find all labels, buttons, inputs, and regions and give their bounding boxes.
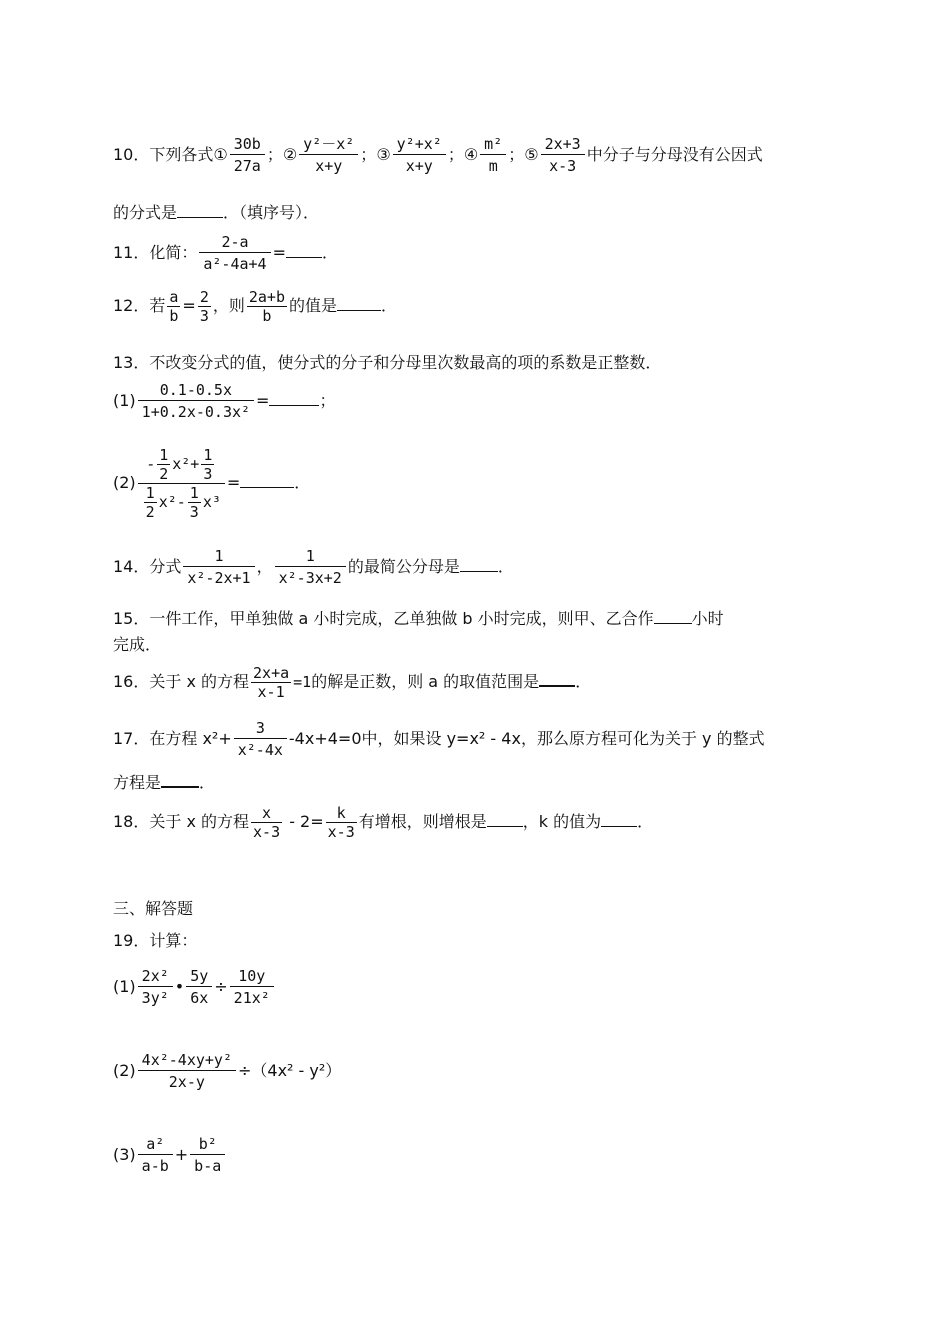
q19-p1-f1-den: 3y² bbox=[141, 989, 169, 1007]
q18-line bbox=[113, 804, 653, 841]
q13-p1-eq: = bbox=[256, 391, 270, 410]
q10-answer-blank[interactable] bbox=[177, 203, 223, 218]
q17-fraction bbox=[234, 718, 287, 761]
q19-p3-fraction-1 bbox=[138, 1134, 173, 1177]
q12-fraction-3 bbox=[247, 288, 287, 325]
q13-text: 13．不改变分式的值，使分式的分子和分母里次数最高的项的系数是正整数． bbox=[113, 353, 662, 372]
q13-p1-label: (1) bbox=[113, 391, 136, 410]
q18-f1-den: x-3 bbox=[253, 823, 281, 841]
q13-p1-end: ； bbox=[319, 391, 336, 410]
q19-p2-num: 4x²-4xy+y² bbox=[138, 1050, 236, 1071]
q12-f3-den: b bbox=[262, 307, 272, 325]
q13-p1-num: 0.1-0.5x bbox=[138, 380, 254, 401]
q18-f2-num: k bbox=[326, 804, 357, 823]
q12-prefix: 12．若 bbox=[113, 296, 166, 315]
q19-part2 bbox=[113, 1050, 341, 1093]
q10-sep3: ； bbox=[447, 145, 464, 164]
q12-f3-num: 2a+b bbox=[248, 288, 285, 306]
q11-den: a²-4a+4 bbox=[203, 255, 267, 273]
q17-end: ． bbox=[199, 773, 216, 792]
q17-prefix: 17．在方程 x²+ bbox=[113, 729, 232, 748]
q15-line2: 完成． bbox=[113, 635, 162, 654]
q19-p1-f3-den: 21x² bbox=[233, 989, 270, 1007]
q11-eq: = bbox=[272, 243, 286, 262]
q16-prefix: 16．关于 x 的方程 bbox=[113, 672, 250, 691]
q13-p2-num-b: 2 bbox=[159, 465, 169, 483]
q11-line bbox=[113, 232, 338, 275]
q19-p2-label: (2) bbox=[113, 1061, 136, 1080]
q11-num: 2-a bbox=[199, 232, 270, 253]
q10-fraction-2 bbox=[299, 134, 358, 177]
q10-fraction-1 bbox=[230, 134, 265, 177]
q17-den: x²-4x bbox=[237, 741, 283, 759]
q12-f1-num: a bbox=[169, 288, 179, 306]
q12-suffix: 的值是 bbox=[288, 296, 337, 315]
q18-blank-1[interactable] bbox=[487, 812, 523, 827]
q18-mid2: ，k 的值为 bbox=[522, 812, 602, 831]
q13-p2-den-a: 1 bbox=[145, 484, 155, 502]
q13-p1-den: 1+0.2x-0.3x² bbox=[141, 403, 251, 421]
q16-answer-blank[interactable] bbox=[539, 671, 575, 687]
q10-sep1: ； bbox=[266, 145, 283, 164]
q12-fraction-1 bbox=[167, 288, 180, 325]
q16-end: ． bbox=[575, 672, 592, 691]
q19-p2-rest: ÷（4x² - y²） bbox=[237, 1061, 342, 1080]
q19-p1-fraction-2 bbox=[186, 966, 212, 1009]
q14-line bbox=[113, 546, 514, 589]
q18-end: ． bbox=[637, 812, 654, 831]
q13-p2-den: $\frac{1}{2}$ x²- $\frac{1}{3}$ x³ bbox=[145, 484, 221, 521]
q10-f1-den: 27a bbox=[233, 157, 261, 175]
q16-num: 2x+a bbox=[253, 664, 290, 682]
q18-fraction-2 bbox=[326, 804, 357, 841]
q14-prefix: 14．分式 bbox=[113, 557, 182, 576]
q10-sep2: ； bbox=[360, 145, 377, 164]
q10-f2-den: x+y bbox=[315, 157, 343, 175]
q16-line bbox=[113, 664, 591, 701]
q19-p2-den: 2x-y bbox=[168, 1073, 205, 1091]
q13-p2-num-d: 3 bbox=[203, 465, 213, 483]
q10-fraction-5 bbox=[541, 134, 585, 177]
q10-f1-num: 30b bbox=[230, 134, 265, 155]
q13-p2-den-d: 3 bbox=[189, 503, 199, 521]
q13-p2-num-c: 1 bbox=[203, 446, 213, 464]
q19-p3-f2-num: b² bbox=[190, 1134, 225, 1155]
q10-line1 bbox=[113, 134, 763, 177]
q11-end: ． bbox=[322, 243, 339, 262]
q12-line bbox=[113, 288, 397, 325]
q13-p2-end: ． bbox=[294, 473, 311, 492]
q17-line2 bbox=[113, 770, 215, 793]
q19-p1-label: (1) bbox=[113, 977, 136, 996]
q11-answer-blank[interactable] bbox=[286, 243, 322, 258]
q10-line2-text: 的分式是 bbox=[113, 203, 178, 222]
q16-den: x-1 bbox=[257, 683, 285, 701]
q13-p2-den-c: 1 bbox=[189, 484, 199, 502]
q12-fraction-2 bbox=[198, 288, 211, 325]
q19-p1-f2-num: 5y bbox=[186, 966, 212, 987]
q18-blank-2[interactable] bbox=[601, 812, 637, 827]
q10-item1-mark: ① bbox=[213, 145, 228, 164]
q19-p3-fraction-2 bbox=[190, 1134, 225, 1177]
q19-p3-f1-den: a-b bbox=[141, 1157, 169, 1175]
q13-p1-answer-blank[interactable] bbox=[269, 391, 319, 406]
q18-fraction-1 bbox=[251, 804, 282, 841]
q13-p2-num: - $\frac{1}{2}$ x²+ $\frac{1}{3}$ bbox=[138, 446, 225, 484]
q17-num: 3 bbox=[234, 718, 287, 739]
q17-line2-text: 方程是 bbox=[113, 773, 162, 792]
q15-line1 bbox=[113, 606, 724, 629]
q12-f2-num: 2 bbox=[199, 288, 209, 306]
q12-end: ． bbox=[381, 296, 398, 315]
q10-item2-mark: ② bbox=[282, 145, 298, 164]
q10-f3-den: x+y bbox=[405, 157, 433, 175]
q10-fraction-4 bbox=[480, 134, 506, 177]
q18-mid: - 2= bbox=[284, 812, 324, 831]
q13-p2-fraction bbox=[138, 446, 225, 521]
q17-line1 bbox=[113, 718, 765, 761]
q10-suffix: 中分子与分母没有公因式 bbox=[586, 145, 763, 164]
q19-p3-plus: + bbox=[174, 1145, 189, 1164]
q19-p1-div: ÷ bbox=[214, 977, 228, 996]
q16-eq: =1 bbox=[293, 673, 312, 691]
q17-answer-blank[interactable] bbox=[161, 772, 199, 788]
q17-mid: -4x+4=0中，如果设 y=x² - 4x，那么原方程可化为关于 y 的整式 bbox=[288, 729, 765, 748]
q10-f5-den: x-3 bbox=[549, 157, 577, 175]
q12-f1-den: b bbox=[169, 307, 179, 325]
q13-part2 bbox=[113, 446, 310, 521]
q18-suffix: 有增根，则增根是 bbox=[358, 812, 487, 831]
q18-f1-num: x bbox=[251, 804, 282, 823]
q19-p1-fraction-3 bbox=[230, 966, 274, 1009]
q19-p2-fraction bbox=[138, 1050, 236, 1093]
q10-item3-mark: ③ bbox=[376, 145, 391, 164]
q19-p1-dot: • bbox=[174, 977, 185, 996]
q10-f5-num: 2x+3 bbox=[541, 134, 585, 155]
q15-answer-blank[interactable] bbox=[654, 609, 692, 624]
q13-p2-den-b: 2 bbox=[145, 503, 155, 521]
q10-f4-num: m² bbox=[480, 134, 506, 155]
q13-p1-fraction bbox=[138, 380, 254, 423]
q12-mid: ，则 bbox=[212, 296, 245, 315]
q19-part3 bbox=[113, 1134, 227, 1177]
q14-fraction-1 bbox=[183, 546, 254, 589]
q19-part1 bbox=[113, 966, 276, 1009]
q19-title: 19．计算： bbox=[113, 931, 198, 950]
q13-p2-num-a: 1 bbox=[159, 446, 169, 464]
q14-f1-den: x²-2x+1 bbox=[187, 569, 251, 587]
section-title: 三、解答题 bbox=[113, 899, 194, 918]
q18-prefix: 18．关于 x 的方程 bbox=[113, 812, 250, 831]
q16-fraction bbox=[251, 664, 291, 701]
q12-answer-blank[interactable] bbox=[337, 296, 381, 311]
q10-item4-mark: ④ bbox=[463, 145, 479, 164]
q19-p3-f1-num: a² bbox=[138, 1134, 173, 1155]
q14-f1-num: 1 bbox=[183, 546, 254, 567]
q10-f3-num: y²+x² bbox=[393, 134, 446, 155]
q10-sep4: ； bbox=[508, 145, 525, 164]
q14-f2-num: 1 bbox=[275, 546, 346, 567]
q16-suffix: 的解是正数，则 a 的取值范围是 bbox=[311, 672, 540, 691]
q13-p2-answer-blank[interactable] bbox=[240, 473, 294, 488]
q19-p1-f1-num: 2x² bbox=[138, 966, 173, 987]
q14-fraction-2 bbox=[275, 546, 346, 589]
q13-part1 bbox=[113, 380, 335, 423]
q15-line1-end: 小时 bbox=[691, 609, 724, 628]
q14-f2-den: x²-3x+2 bbox=[278, 569, 342, 587]
q19-p3-f2-den: b-a bbox=[194, 1157, 222, 1175]
q19-p1-f2-den: 6x bbox=[190, 989, 209, 1007]
q12-f2-den: 3 bbox=[199, 307, 209, 325]
q10-prefix: 10．下列各式 bbox=[113, 145, 214, 164]
q10-line2 bbox=[113, 200, 319, 223]
q19-p1-fraction-1 bbox=[138, 966, 173, 1009]
q18-f2-den: x-3 bbox=[327, 823, 355, 841]
q10-f2-num: y²－x² bbox=[299, 134, 358, 155]
q10-line2-end: ．（填序号）． bbox=[223, 203, 320, 222]
q12-eq: = bbox=[182, 296, 196, 315]
q14-end: ． bbox=[497, 557, 514, 576]
q10-fraction-3 bbox=[393, 134, 446, 177]
q15-text: 15．一件工作，甲单独做 a 小时完成，乙单独做 b 小时完成，则甲、乙合作 bbox=[113, 609, 654, 628]
q14-sep: ， bbox=[256, 557, 273, 576]
q11-prefix: 11．化简： bbox=[113, 243, 198, 262]
q13-p2-eq: = bbox=[226, 473, 241, 492]
q14-answer-blank[interactable] bbox=[460, 557, 498, 572]
q14-suffix: 的最简公分母是 bbox=[347, 557, 460, 576]
q11-fraction bbox=[199, 232, 270, 275]
q10-f4-den: m bbox=[488, 157, 498, 175]
q19-p3-label: (3) bbox=[113, 1145, 136, 1164]
q13-p2-label: (2) bbox=[113, 473, 136, 492]
q10-item5-mark: ⑤ bbox=[524, 145, 539, 164]
q19-p1-f3-num: 10y bbox=[230, 966, 274, 987]
